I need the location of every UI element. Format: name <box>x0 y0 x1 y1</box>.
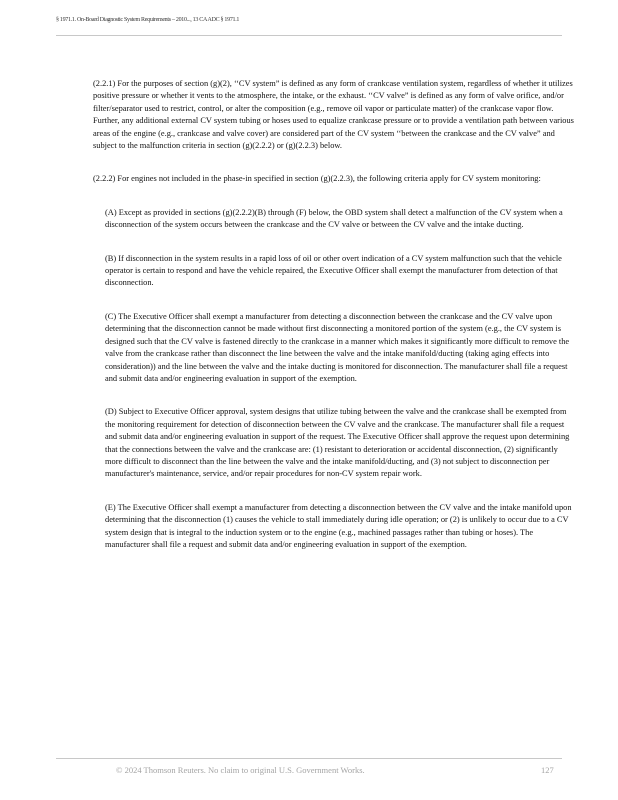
document-body <box>93 78 577 572</box>
running-header: § 1971.1. On-Board Diagnostic System Requirements – 2010..., 13 CA ADC § 1971.1 <box>56 17 240 23</box>
paragraph-e: (E) The Executive Officer shall exempt a manufacturer from detecting a disconnection between the CV valve and the intake manifold upon determining that the disconnection (1) causes the vehicle to stall immediately during idle operation; or (2) is unlikely to occur due to a CV system design that is integral to the induction system or to the engine (e.g., machined passages rather than tubing or hoses). The manufacturer shall file a request and submit data and/or engineering evaluation in support of the exemption. <box>105 502 572 549</box>
paragraph-c: (C) The Executive Officer shall exempt a manufacturer from detecting a disconnection between the crankcase and the CV valve upon determining that the disconnection cannot be made without first disconnecting a monitored portion of the system (e.g., the CV system is designed such that the CV valve is fastened directly to the crankcase in a manner which makes it significantly more difficult to remove the valve from the crankcase rather than disconnect the line between the valve and the intake manifold/ducting (taking aging effects into consideration)) and the line between the valve and the intake ducting is monitored for disconnection. The manufacturer shall file a request and submit data and/or engineering evaluation in support of the exemption. <box>105 311 570 383</box>
footer-divider <box>56 758 562 759</box>
paragraph-2-2-1: (2.2.1) For the purposes of section (g)(2), ‘‘CV system” is defined as any form of crankcase ventilation system, regardless of whether it utilizes positive pressure or whether it vents to the atmosphere, the intake, or the exhaust. ‘‘CV valve” is defined as any form of valve orifice, and/or filter/separator used to restrict, control, or alter the composition (e.g., remove oil vapor or particulate matter) of the crankcase vapor flow. Further, any additional external CV system tubing or hoses used to equalize crankcase pressure or to provide a ventilation path between various areas of the engine (e.g., crankcase and valve cover) are considered part of the CV system ‘‘between the crankcase and the CV valve” and subject to the malfunction criteria in section (g)(2.2.2) or (g)(2.2.3) below. <box>93 79 574 151</box>
paragraph-b: (B) If disconnection in the system results in a rapid loss of oil or other overt indication of a CV system malfunction such that the vehicle operator is certain to respond and have the vehicle repaired, the Executive Officer shall exempt the manufacturer from detection of that disconnection. <box>105 253 562 288</box>
footer-copyright: © 2024 Thomson Reuters. No claim to original U.S. Government Works. <box>116 765 365 775</box>
paragraph-d: (D) Subject to Executive Officer approval, system designs that utilize tubing between the valve and the crankcase shall be exempted from the monitoring requirement for detection of disconnection between the CV valve and the crankcase. The manufacturer shall file a request and submit data and/or engineering evaluation in support of the request. The Executive Officer shall approve the request upon determining that the connections between the valve and the crankcase are: (1) resistant to deterioration or accidental disconnection, (2) significantly more difficult to disconnect than the line between the valve and the intake manifold/ducting, and (3) not subject to disconnection per manufacturer's maintenance, service, and/or repair procedures for non-CV system repair work. <box>105 407 570 479</box>
page-number: 127 <box>541 765 554 775</box>
header-divider <box>56 35 562 36</box>
paragraph-2-2-2: (2.2.2) For engines not included in the phase-in specified in section (g)(2.2.3), the following criteria apply for CV system monitoring: <box>93 174 541 184</box>
paragraph-a: (A) Except as provided in sections (g)(2.2.2)(B) through (F) below, the OBD system shall detect a malfunction of the CV system when a disconnection of the system occurs between the crankcase and the CV valve or between the CV valve and the intake ducting. <box>105 207 563 230</box>
